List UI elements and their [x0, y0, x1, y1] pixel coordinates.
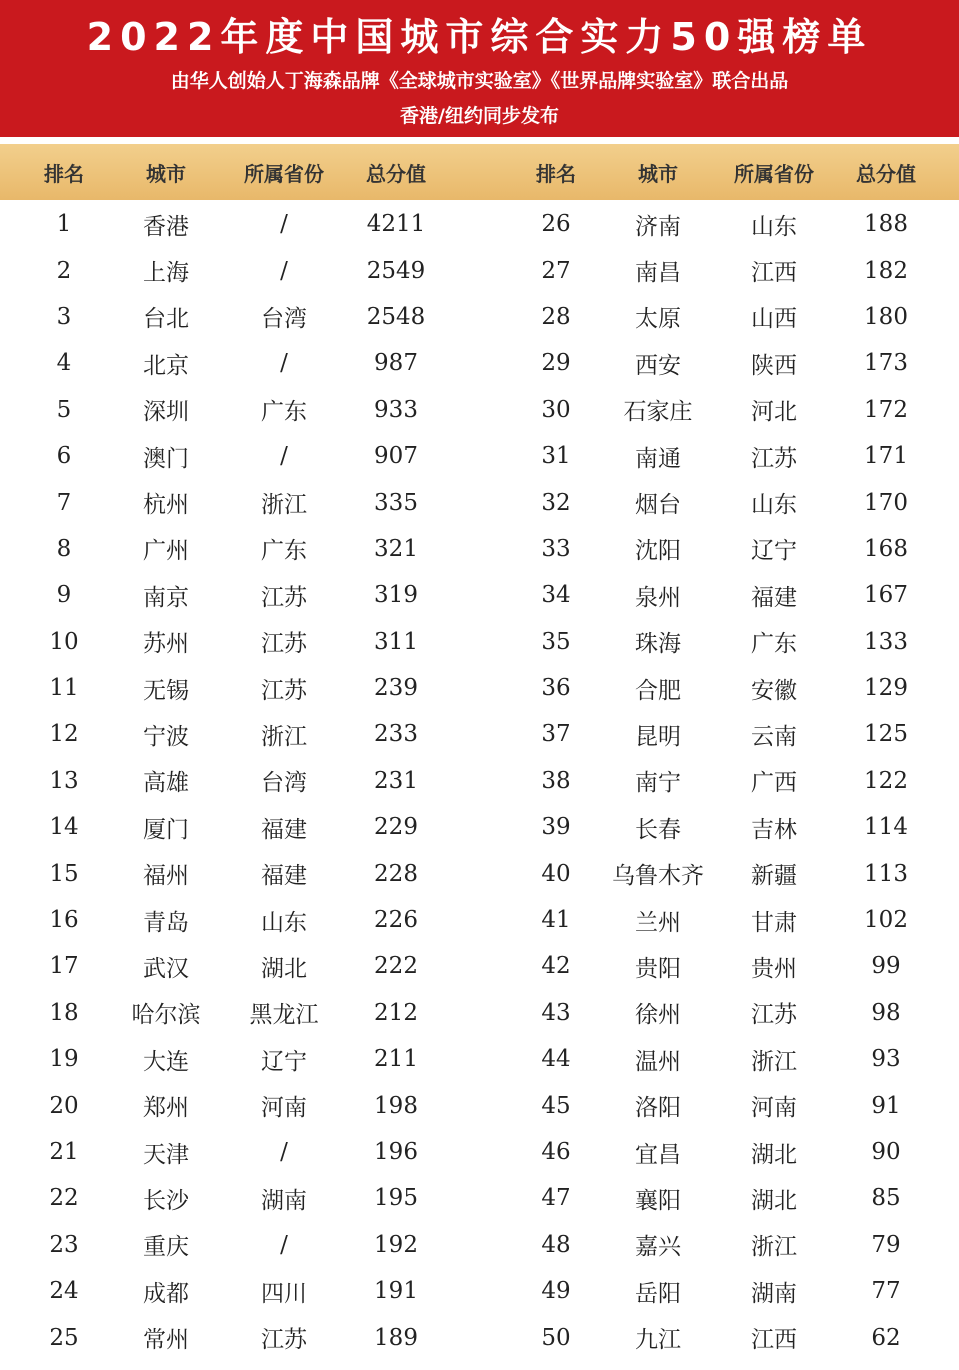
table-header: [0, 144, 959, 200]
score-cell: 228: [374, 860, 418, 887]
header-score: 总分值: [366, 161, 426, 186]
table-row: [0, 526, 959, 572]
table-row: [0, 479, 959, 525]
rank-cell: 14: [49, 814, 79, 841]
province-cell: 广西: [751, 770, 797, 797]
score-cell: 133: [864, 628, 908, 655]
table-row: [0, 619, 959, 665]
header-city: 城市: [146, 161, 186, 186]
score-cell: 2549: [366, 257, 426, 284]
province-cell: 河南: [261, 1095, 307, 1122]
province-cell: 贵州: [751, 955, 797, 982]
city-cell: 香港: [143, 213, 189, 240]
table-row: [0, 897, 959, 943]
city-cell: 哈尔滨: [131, 1002, 201, 1029]
rank-cell: 42: [541, 953, 571, 980]
province-cell: 江西: [751, 260, 797, 287]
header-rank: 排名: [44, 161, 84, 186]
province-cell: 江西: [751, 1327, 797, 1354]
city-cell: 南京: [143, 584, 189, 611]
province-cell: 福建: [751, 584, 797, 611]
rank-cell: 10: [49, 628, 79, 655]
score-cell: 91: [871, 1092, 901, 1119]
table-row: [0, 1222, 959, 1268]
score-cell: 167: [864, 582, 908, 609]
city-cell: 郑州: [143, 1095, 189, 1122]
table-row: [0, 804, 959, 850]
table-row: [0, 758, 959, 804]
city-cell: 北京: [143, 352, 189, 379]
city-cell: 九江: [635, 1327, 681, 1354]
rank-cell: 27: [541, 257, 571, 284]
rank-cell: 1: [56, 211, 72, 238]
rank-cell: 25: [49, 1324, 79, 1351]
city-cell: 无锡: [143, 677, 189, 704]
score-cell: 231: [374, 767, 418, 794]
score-cell: 99: [871, 953, 901, 980]
score-cell: 113: [864, 860, 908, 887]
score-cell: 62: [871, 1324, 901, 1351]
score-cell: 93: [871, 1046, 901, 1073]
score-cell: 233: [374, 721, 418, 748]
city-cell: 珠海: [635, 631, 681, 658]
score-cell: 239: [374, 675, 418, 702]
table-row: [0, 1268, 959, 1314]
score-cell: 188: [864, 211, 908, 238]
city-cell: 南通: [635, 445, 681, 472]
rank-cell: 40: [541, 860, 571, 887]
table-row: [0, 1082, 959, 1128]
rank-cell: 44: [541, 1046, 571, 1073]
table-row: [0, 433, 959, 479]
table-row: [0, 850, 959, 896]
score-cell: 907: [374, 443, 418, 470]
table-row: [0, 665, 959, 711]
score-cell: 2548: [366, 303, 426, 330]
table-row: [0, 711, 959, 757]
score-cell: 85: [871, 1185, 901, 1212]
rank-cell: 48: [541, 1231, 571, 1258]
province-cell: 广东: [261, 399, 307, 426]
score-cell: 173: [864, 350, 908, 377]
score-cell: 102: [864, 907, 908, 934]
score-cell: 172: [864, 396, 908, 423]
city-cell: 成都: [143, 1280, 189, 1307]
rank-cell: 4: [56, 350, 72, 377]
rank-cell: 5: [56, 396, 72, 423]
rank-cell: 19: [49, 1046, 79, 1073]
city-cell: 武汉: [143, 955, 189, 982]
rank-cell: 41: [541, 907, 571, 934]
score-cell: 168: [864, 535, 908, 562]
table-row: [0, 1036, 959, 1082]
rank-cell: 8: [56, 535, 72, 562]
city-cell: 泉州: [635, 584, 681, 611]
table-row: [0, 990, 959, 1036]
city-cell: 苏州: [143, 631, 189, 658]
city-cell: 南昌: [635, 260, 681, 287]
city-cell: 昆明: [635, 723, 681, 750]
province-cell: /: [280, 257, 288, 284]
table-row: [0, 340, 959, 386]
header-city: 城市: [638, 161, 678, 186]
table-row: [0, 247, 959, 293]
city-cell: 台北: [143, 306, 189, 333]
province-cell: 吉林: [751, 816, 797, 843]
rank-cell: 17: [49, 953, 79, 980]
city-cell: 杭州: [143, 492, 189, 519]
city-cell: 澳门: [143, 445, 189, 472]
city-cell: 温州: [635, 1048, 681, 1075]
province-cell: 浙江: [261, 492, 307, 519]
score-cell: 170: [864, 489, 908, 516]
score-cell: 191: [374, 1278, 418, 1305]
score-cell: 311: [374, 628, 418, 655]
rank-cell: 3: [56, 303, 72, 330]
score-cell: 98: [871, 999, 901, 1026]
page-subtitle: 由华人创始人丁海森品牌《全球城市实验室》《世界品牌实验室》联合出品: [170, 70, 789, 92]
city-cell: 大连: [143, 1048, 189, 1075]
header-province: 所属省份: [244, 161, 324, 186]
province-cell: 新疆: [751, 863, 797, 890]
score-cell: 192: [374, 1231, 418, 1258]
score-cell: 77: [871, 1278, 901, 1305]
rank-cell: 22: [49, 1185, 79, 1212]
rank-cell: 43: [541, 999, 571, 1026]
score-cell: 198: [374, 1092, 418, 1119]
province-cell: 河南: [751, 1095, 797, 1122]
score-cell: 211: [374, 1046, 418, 1073]
rank-cell: 45: [541, 1092, 571, 1119]
rank-cell: 50: [541, 1324, 571, 1351]
province-cell: 江苏: [751, 445, 797, 472]
rank-cell: 13: [49, 767, 79, 794]
rank-cell: 47: [541, 1185, 571, 1212]
table-row: [0, 294, 959, 340]
header-rank: 排名: [536, 161, 576, 186]
city-cell: 南宁: [635, 770, 681, 797]
score-cell: 171: [864, 443, 908, 470]
rank-cell: 37: [541, 721, 571, 748]
table-row: [0, 201, 959, 247]
table-row: [0, 387, 959, 433]
rank-cell: 35: [541, 628, 571, 655]
province-cell: 江苏: [261, 584, 307, 611]
province-cell: 黑龙江: [249, 1002, 319, 1029]
score-cell: 180: [864, 303, 908, 330]
table-row: [0, 572, 959, 618]
rank-cell: 12: [49, 721, 79, 748]
city-cell: 重庆: [143, 1234, 189, 1261]
province-cell: 台湾: [261, 306, 307, 333]
score-cell: 129: [864, 675, 908, 702]
rank-cell: 28: [541, 303, 571, 330]
score-cell: 90: [871, 1139, 901, 1165]
province-cell: 湖北: [261, 955, 307, 982]
province-cell: 湖北: [751, 1187, 797, 1214]
province-cell: 湖北: [751, 1141, 797, 1168]
province-cell: 福建: [261, 863, 307, 890]
province-cell: 湖南: [751, 1280, 797, 1307]
score-cell: 212: [374, 999, 418, 1026]
city-cell: 沈阳: [635, 538, 681, 565]
province-cell: 江苏: [751, 1002, 797, 1029]
score-cell: 189: [374, 1324, 418, 1351]
table-row: [0, 943, 959, 989]
rank-cell: 16: [49, 907, 79, 934]
score-cell: 195: [374, 1185, 418, 1212]
rank-cell: 15: [49, 860, 79, 887]
city-cell: 常州: [143, 1327, 189, 1354]
province-cell: 湖南: [261, 1187, 307, 1214]
city-cell: 青岛: [143, 909, 189, 936]
province-cell: 河北: [751, 399, 797, 426]
province-cell: 浙江: [261, 723, 307, 750]
score-cell: 335: [374, 489, 418, 516]
city-cell: 烟台: [635, 492, 681, 519]
table-row: [0, 1175, 959, 1221]
score-cell: 226: [374, 907, 418, 934]
city-cell: 宜昌: [635, 1141, 681, 1168]
province-cell: 浙江: [751, 1234, 797, 1261]
city-cell: 长沙: [143, 1187, 189, 1214]
score-cell: 4211: [366, 211, 426, 238]
page-title: 2022年度中国城市综合实力50强榜单: [86, 15, 873, 59]
city-cell: 长春: [635, 816, 681, 843]
rank-cell: 26: [541, 211, 571, 238]
rank-cell: 30: [541, 396, 571, 423]
province-cell: 广东: [261, 538, 307, 565]
province-cell: 云南: [751, 723, 797, 750]
header-province: 所属省份: [734, 161, 814, 186]
score-cell: 229: [374, 814, 418, 841]
score-cell: 196: [374, 1139, 418, 1165]
rank-cell: 18: [49, 999, 79, 1026]
city-cell: 太原: [635, 306, 681, 333]
score-cell: 182: [864, 257, 908, 284]
page-subtitle-release: 香港/纽约同步发布: [400, 105, 559, 127]
rank-cell: 32: [541, 489, 571, 516]
province-cell: 广东: [751, 631, 797, 658]
province-cell: 江苏: [261, 677, 307, 704]
rank-cell: 7: [56, 489, 72, 516]
province-cell: 甘肃: [751, 909, 797, 936]
province-cell: 四川: [261, 1280, 307, 1307]
rank-cell: 31: [541, 443, 571, 470]
city-cell: 岳阳: [635, 1280, 681, 1307]
rank-cell: 6: [56, 443, 72, 470]
province-cell: 山东: [261, 909, 307, 936]
rank-cell: 49: [541, 1278, 571, 1305]
rank-cell: 33: [541, 535, 571, 562]
province-cell: 江苏: [261, 631, 307, 658]
city-cell: 济南: [635, 213, 681, 240]
rank-cell: 38: [541, 767, 571, 794]
rank-cell: 39: [541, 814, 571, 841]
score-cell: 114: [864, 814, 908, 841]
rank-cell: 2: [56, 257, 72, 284]
rank-cell: 11: [49, 675, 79, 702]
province-cell: 山东: [751, 213, 797, 240]
city-cell: 福州: [143, 863, 189, 890]
title-banner: [0, 0, 959, 137]
rank-cell: 29: [541, 350, 571, 377]
city-cell: 上海: [143, 260, 189, 287]
province-cell: /: [280, 443, 288, 470]
city-cell: 嘉兴: [635, 1234, 681, 1261]
city-cell: 高雄: [143, 770, 189, 797]
table-row: [0, 1129, 959, 1175]
score-cell: 125: [864, 721, 908, 748]
score-cell: 987: [374, 350, 418, 377]
province-cell: 浙江: [751, 1048, 797, 1075]
rank-cell: 20: [49, 1092, 79, 1119]
city-cell: 宁波: [143, 723, 189, 750]
city-cell: 深圳: [143, 399, 189, 426]
province-cell: /: [280, 350, 288, 377]
city-cell: 合肥: [635, 677, 681, 704]
score-cell: 79: [871, 1231, 901, 1258]
city-cell: 贵阳: [635, 955, 681, 982]
city-cell: 兰州: [635, 909, 681, 936]
province-cell: 辽宁: [261, 1048, 307, 1075]
city-cell: 洛阳: [635, 1095, 681, 1122]
city-cell: 石家庄: [623, 399, 693, 426]
city-cell: 广州: [143, 538, 189, 565]
province-cell: 安徽: [751, 677, 797, 704]
province-cell: 山西: [751, 306, 797, 333]
ranking-table: [0, 201, 959, 1367]
province-cell: /: [280, 1231, 288, 1258]
score-cell: 122: [864, 767, 908, 794]
province-cell: /: [280, 1139, 288, 1165]
score-cell: 319: [374, 582, 418, 609]
score-cell: 933: [374, 396, 418, 423]
province-cell: 辽宁: [751, 538, 797, 565]
city-cell: 厦门: [143, 816, 189, 843]
province-cell: 江苏: [261, 1327, 307, 1354]
score-cell: 321: [374, 535, 418, 562]
province-cell: 陕西: [751, 352, 797, 379]
rank-cell: 24: [49, 1278, 79, 1305]
province-cell: 山东: [751, 492, 797, 519]
rank-cell: 34: [541, 582, 571, 609]
rank-cell: 21: [49, 1139, 79, 1165]
city-cell: 西安: [635, 352, 681, 379]
rank-cell: 36: [541, 675, 571, 702]
city-cell: 徐州: [635, 1002, 681, 1029]
header-score: 总分值: [856, 161, 916, 186]
city-cell: 乌鲁木齐: [612, 863, 704, 890]
rank-cell: 46: [541, 1139, 571, 1165]
province-cell: /: [280, 211, 288, 238]
city-cell: 天津: [143, 1141, 189, 1168]
table-row: [0, 1314, 959, 1360]
province-cell: 台湾: [261, 770, 307, 797]
rank-cell: 9: [56, 582, 72, 609]
city-cell: 襄阳: [635, 1187, 681, 1214]
rank-cell: 23: [49, 1231, 79, 1258]
score-cell: 222: [374, 953, 418, 980]
province-cell: 福建: [261, 816, 307, 843]
